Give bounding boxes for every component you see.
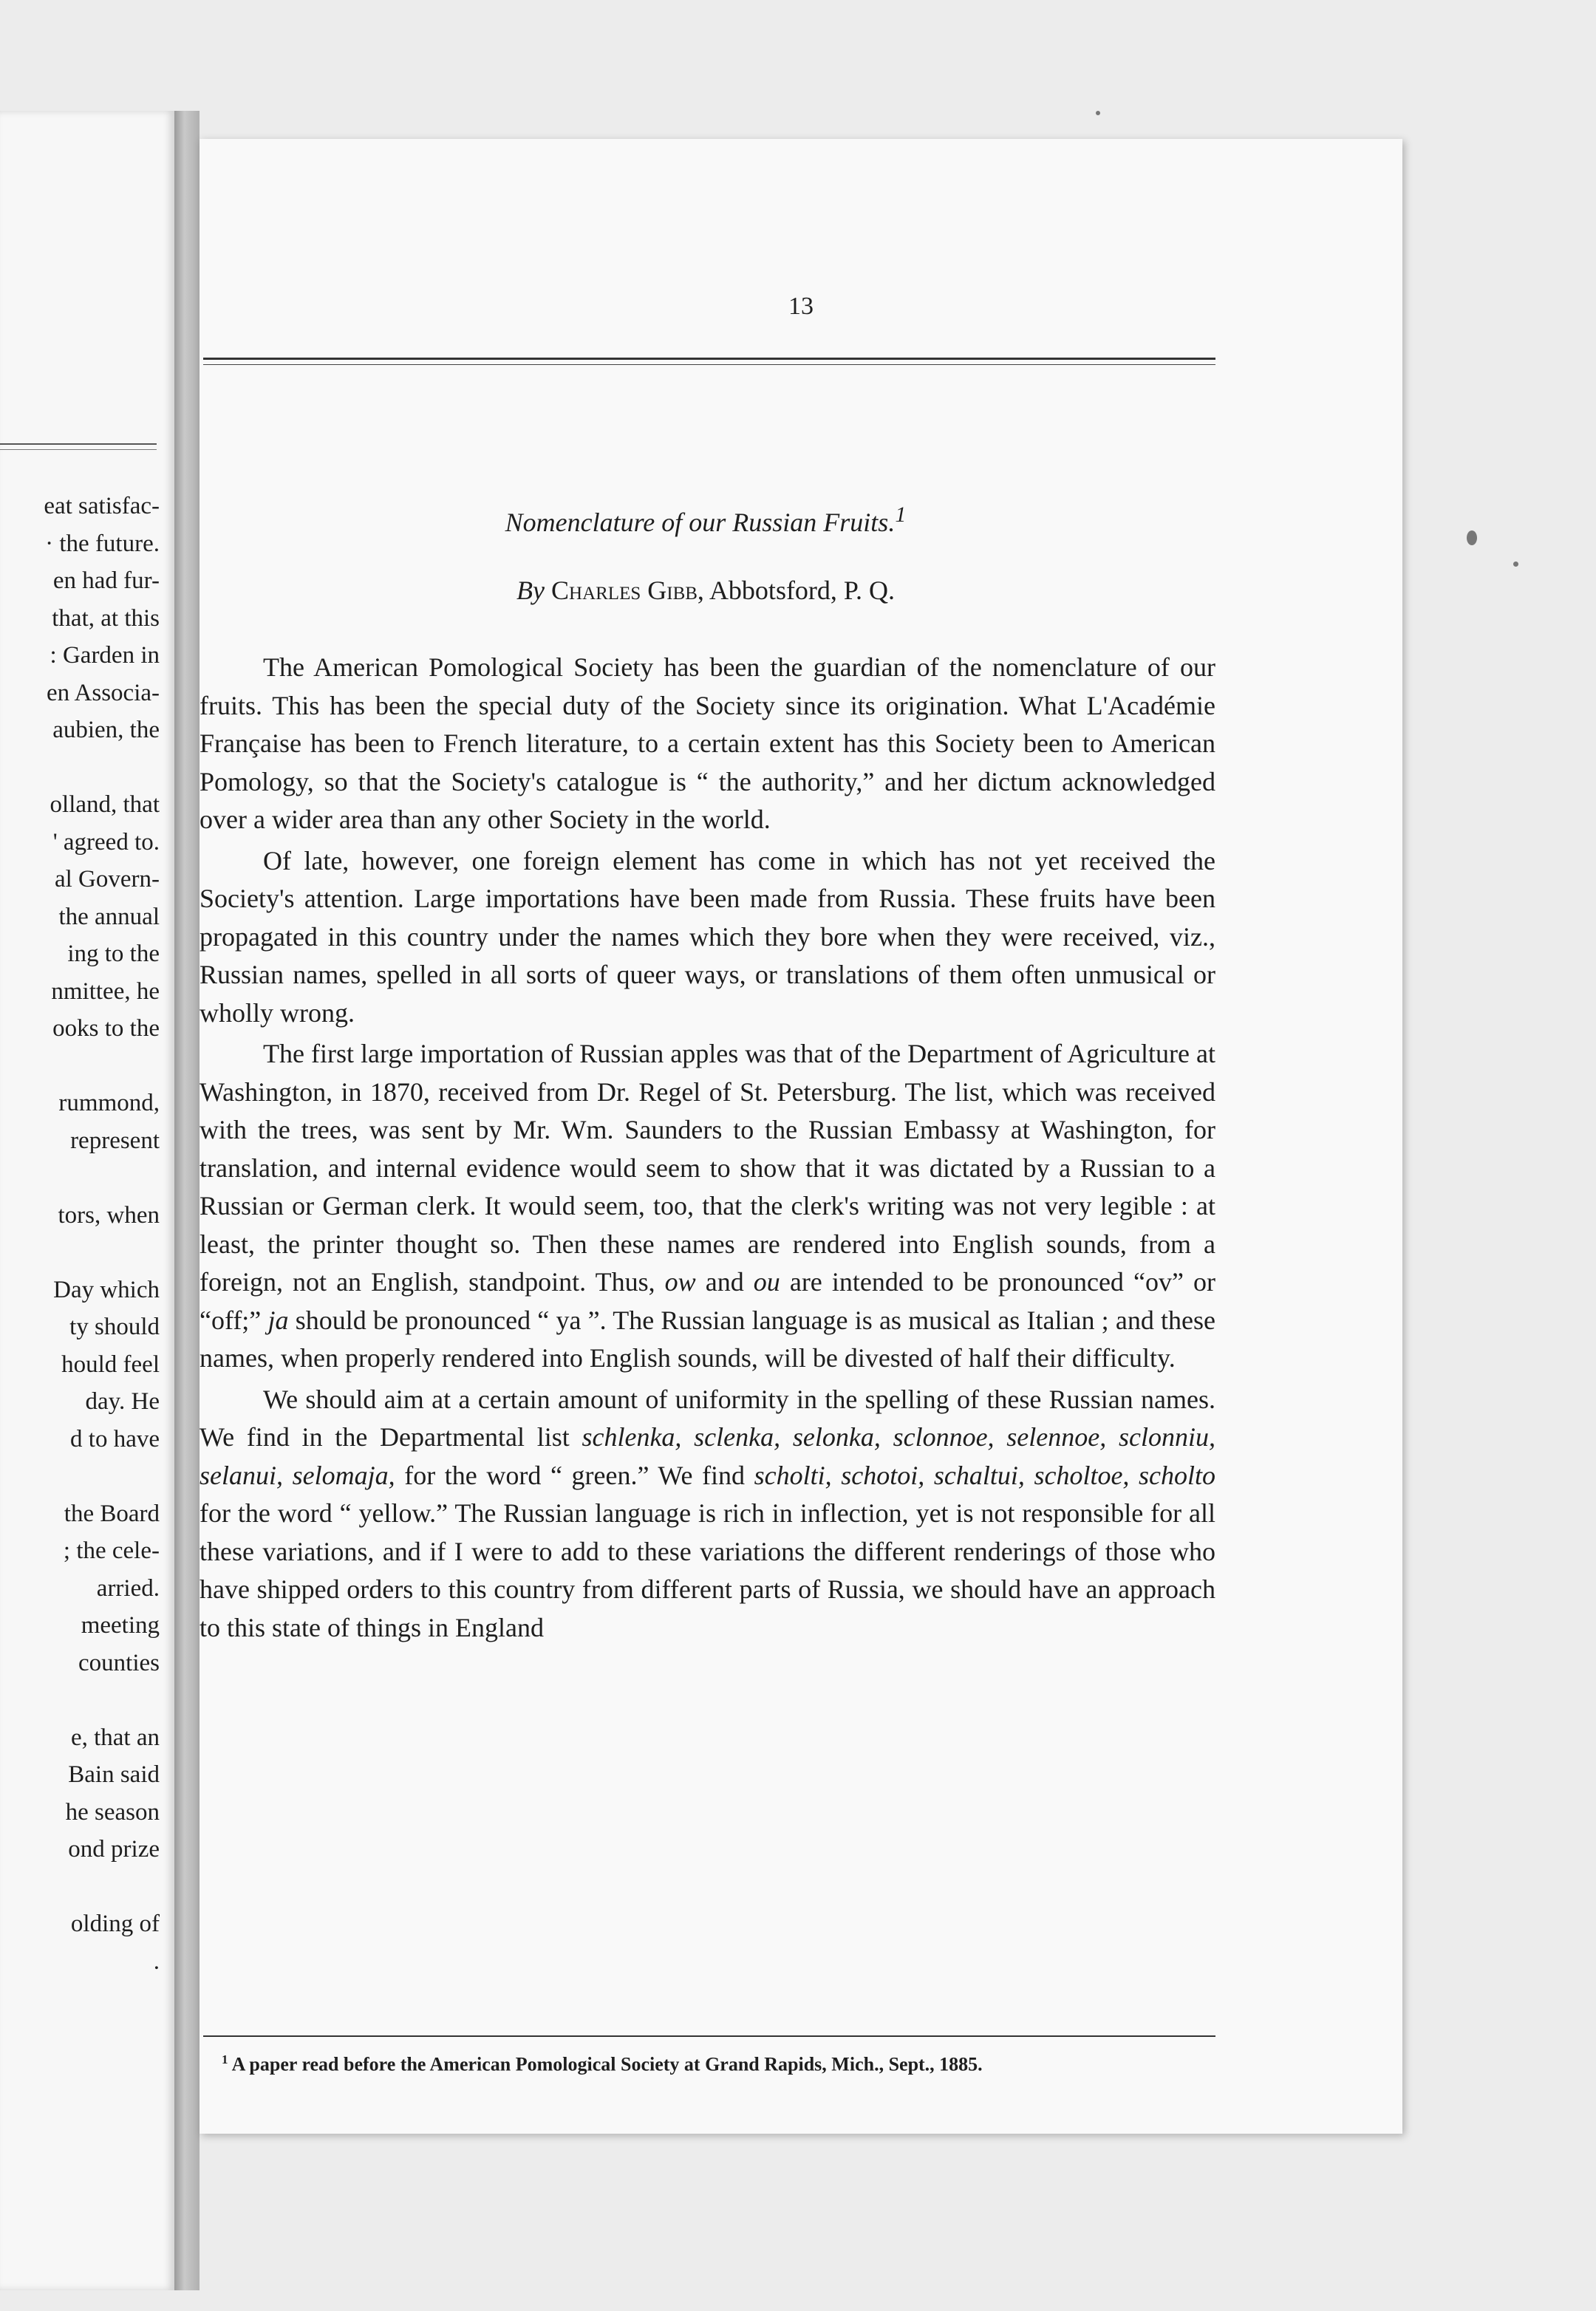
article-title bbox=[200, 502, 1212, 538]
left-page-line: ing to the bbox=[67, 941, 160, 967]
left-page-rule-thin bbox=[0, 449, 157, 450]
author-place: Abbotsford, P. Q. bbox=[709, 576, 895, 605]
p3-word-ow: ow bbox=[664, 1267, 696, 1297]
p3-text-c: are intended to be pronounced “ov” or “off;” bbox=[200, 1267, 1215, 1335]
left-page-line: rummond, bbox=[58, 1090, 160, 1116]
right-page bbox=[200, 139, 1402, 2134]
paragraph-1: The American Pomological Society has been the guardian of the nomenclature of our fruits. This has been the special duty of the Society since its origination. What L'Académie Française has been to French literature, to a certain extent has this Society been to American Pomology, so that the Society's catalogue is “ the authority,” and her dictum acknowledged over a wider area than any other Society in the world. bbox=[200, 652, 1215, 834]
p4-green-words: schlenka, sclenka, selonka, sclonnoe, selennoe, sclonniu, selanui, selomaja, bbox=[200, 1422, 1215, 1490]
left-page-line: olland, that bbox=[50, 791, 160, 818]
left-page-line: ooks to the bbox=[52, 1015, 160, 1042]
left-page-line bbox=[0, 1458, 160, 1495]
left-page-line bbox=[0, 1159, 160, 1197]
left-page-line: Bain said bbox=[68, 1761, 160, 1788]
left-page-line: en Associa- bbox=[46, 679, 160, 706]
scan-speck bbox=[1467, 530, 1477, 545]
left-page-rule bbox=[0, 443, 157, 445]
left-page-line bbox=[0, 749, 160, 787]
p4-text-b: for the word “ green.” We find bbox=[404, 1460, 746, 1490]
p3-word-ja: ja bbox=[267, 1305, 289, 1335]
p4-text-a: We should aim at a certain amount of uniformity in the spelling of these Russian names. We find in the Departmental list bbox=[200, 1384, 1215, 1452]
article-body bbox=[200, 649, 1215, 1650]
byline bbox=[200, 575, 1212, 606]
left-page-line: olding of bbox=[70, 1911, 160, 1937]
paragraph-2: Of late, however, one foreign element has come in which has not yet received the Society's attention. Large importations have been made from Russia. These fruits have been propagated in this country under the names which they bore when they were received, viz., Russian names, spelled in all sorts of queer ways, or translations of them often unmusical or wholly wrong. bbox=[200, 845, 1215, 1028]
left-page-line bbox=[0, 1682, 160, 1719]
left-facing-page bbox=[0, 111, 174, 2290]
scan-speck bbox=[1096, 111, 1100, 115]
left-page-line: ty should bbox=[69, 1314, 160, 1340]
left-page-line: the annual bbox=[58, 903, 160, 930]
p3-text-b: and bbox=[705, 1267, 744, 1297]
left-page-line: that, at this bbox=[52, 604, 160, 632]
left-page-line: hould feel bbox=[61, 1351, 160, 1378]
paragraph-3 bbox=[200, 1035, 1215, 1378]
left-page-line: tors, when bbox=[58, 1201, 160, 1229]
title-footnote-mark: 1 bbox=[895, 502, 907, 527]
book-gutter bbox=[174, 111, 200, 2290]
footnote-text: A paper read before the American Pomological Society at Grand Rapids, Mich., Sept., 1885. bbox=[231, 2053, 983, 2075]
left-page-line: meeting bbox=[81, 1612, 160, 1639]
left-page-text bbox=[0, 488, 160, 1980]
left-page-line bbox=[0, 1048, 160, 1085]
left-page-line: day. He bbox=[85, 1388, 160, 1415]
left-page-line bbox=[0, 1868, 160, 1906]
footnote-rule bbox=[203, 2035, 1215, 2037]
footnote bbox=[222, 2052, 1212, 2076]
left-page-line: en had fur- bbox=[52, 567, 160, 594]
left-page-line: aubien, the bbox=[52, 717, 160, 743]
left-page-line: e, that an bbox=[70, 1724, 160, 1751]
left-page-line: nmittee, he bbox=[51, 977, 160, 1005]
page-number: 13 bbox=[788, 293, 814, 320]
article-title-text: Nomenclature of our Russian Fruits. bbox=[505, 508, 896, 537]
left-page-line: al Govern- bbox=[54, 866, 160, 892]
header-rule bbox=[203, 358, 1215, 360]
scan-speck bbox=[1513, 561, 1518, 567]
left-page-line: Day which bbox=[53, 1276, 160, 1303]
paragraph-4 bbox=[200, 1381, 1215, 1648]
left-page-line: d to have bbox=[70, 1425, 160, 1453]
p3-text-a: The first large importation of Russian apples was that of the Department of Agriculture at Washington, in 1870, received from Dr. Regel of St. Petersburg. The list, which was received with the trees, was sent by Mr. Wm. Saunders to the Russian Embassy at Washington, for translation, and internal evidence would seem to show that it was dictated by a Russian to a Russian or German clerk. It would seem, too, that the clerk's writing was not very legible : at least, the printer thought so. Then these names are rendered into English sounds, from a foreign, not an English, standpoint. Thus, bbox=[200, 1039, 1215, 1297]
left-page-line: ' agreed to. bbox=[52, 828, 160, 856]
p3-text-d: should be pronounced “ ya ”. The Russian language is as musical as Italian ; and these names, when properly rendered into English sounds, will be divested of half their difficulty. bbox=[200, 1305, 1216, 1373]
left-page-line: the Board bbox=[64, 1500, 160, 1527]
p4-yellow-words: scholti, schotoi, schaltui, scholtoe, scholto bbox=[754, 1460, 1216, 1490]
p3-word-ou: ou bbox=[753, 1267, 780, 1297]
footnote-mark: 1 bbox=[222, 2052, 228, 2066]
left-page-line: . bbox=[153, 1948, 160, 1975]
left-page-line: : Garden in bbox=[50, 642, 160, 669]
left-page-line: ond prize bbox=[68, 1836, 160, 1863]
p4-text-c: for the word “ yellow.” The Russian language is rich in inflection, yet is not responsible for all these variations, and if I were to add to these variations the different renderings of those who have shipped orders to this country from different parts of Russia, we should have an approach to this state of things in England bbox=[200, 1498, 1215, 1642]
header-rule-thin bbox=[203, 364, 1215, 365]
left-page-line: arried. bbox=[96, 1574, 160, 1602]
left-page-line: ; the cele- bbox=[63, 1537, 160, 1564]
author-name: Charles Gibb, bbox=[551, 576, 704, 605]
left-page-line: he season bbox=[65, 1798, 160, 1826]
left-page-line bbox=[0, 1234, 160, 1271]
left-page-line: counties bbox=[78, 1649, 160, 1676]
left-page-line: · the future. bbox=[45, 530, 160, 557]
left-page-line: eat satisfac- bbox=[44, 493, 160, 519]
left-page-line: represent bbox=[70, 1127, 160, 1154]
byline-by: By bbox=[516, 576, 545, 605]
